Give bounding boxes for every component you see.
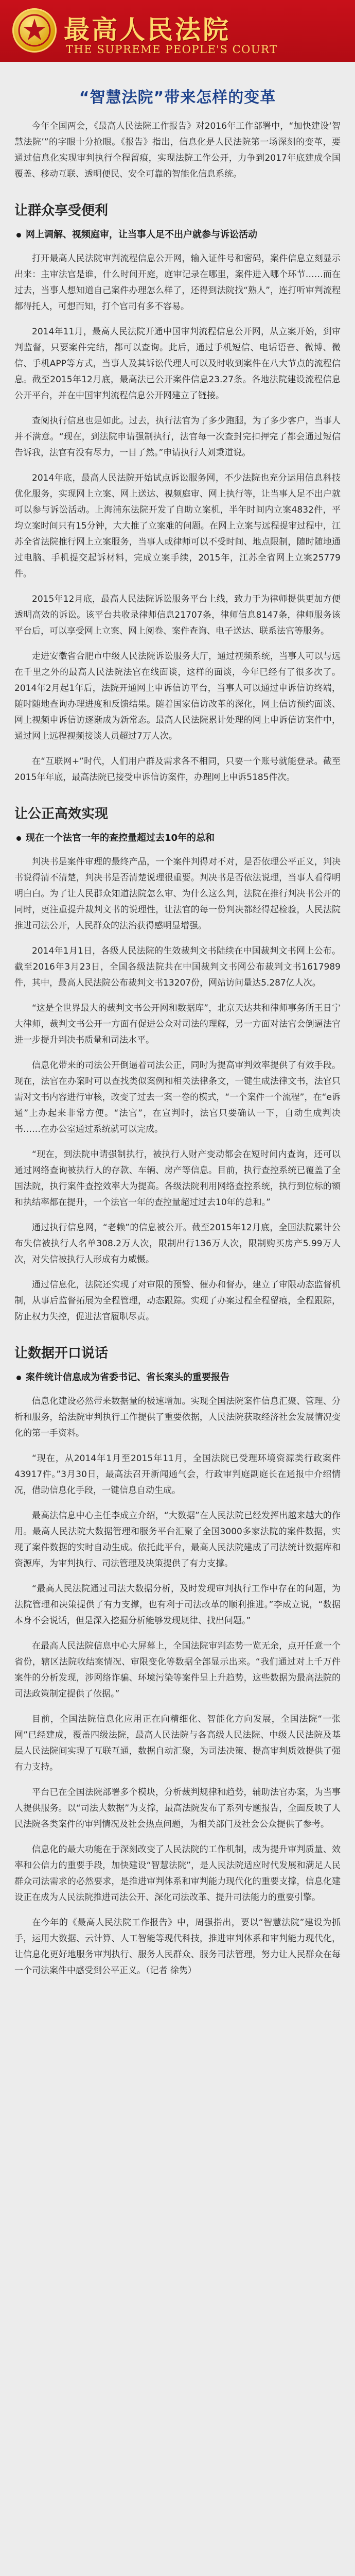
bullet-dot-icon [16, 233, 21, 238]
paragraph: 2014年底，最高人民法院开始试点诉讼服务网，不少法院也充分运用信息科技优化服务，实现网上立案、网上送达、视频庭审、网上执行等，让当事人足不出户就可以参与诉讼活动。上海浦东法院开发了自助立案机，半年时间内立案4832件，平均立案时间只有15分钟，大大推了立案难的问题。在网上立案与远程提审过程中，江苏全省法院推行网上立案服务，当事人或律师可以不受时间、地点限制，随时随地通过电脑、手机提交起诉材料，完成立案手续，2015年，江苏全省网上立案25779件。 [14, 473, 341, 579]
bullet-heading [14, 227, 341, 243]
paragraph: “这是全世界最大的裁判文书公开网和数据库”，北京天达共和律师事务所王日宁大律师，裁判文书公开一方面有促进公众对司法的理解，另一方面对法官会倒逼法官进一步提升判决书质量和司法水平。 [14, 1003, 341, 1045]
paragraph: “现在，从2014年1月至2015年11月，全国法院已受理环境资源类行政案件43917件。”3月30日，最高法召开新闻通气会，行政审判庭副庭长在通报中介绍情况，借助信息化手段，一键信息自动生成。 [14, 1453, 341, 1496]
court-emblem-icon [12, 8, 57, 53]
paragraph: 信息化带来的司法公开倒逼着司法公正，同时为提高审判效率提供了有效手段。现在，法官在办案时可以查找类似案例和相关法律条文，一键生成法律文书，法官只需对文书内容进行审核，改变了过去一案一卷的模式，“一个案件一个流程”，在“e诉通”上办起来非常方便。“法官”，在宣判时，法官只要确认一下，自动生成判决书……在办公室通过系统就可以完成。 [14, 1060, 341, 1134]
paragraph: 2014年1月1日，各级人民法院的生效裁判文书陆续在中国裁判文书网上公布。截至2016年3月23日，全国各级法院共在中国裁判文书网公布裁判文书1617989件，其中，最高人民法院公布裁判文书13207份，网站访问量达5.287亿人次。 [14, 946, 341, 988]
bullet-text: 案件统计信息成为省委书记、省长案头的重要报告 [26, 1372, 229, 1383]
paragraph: 2014年11月，最高人民法院开通中国审判流程信息公开网，从立案开始，到审判监督，只要案件完结，都可以查询。此后，通过手机短信、电话语音、微博、微信、手机APP等方式，当事人及其诉讼代理人可以及时收到案件在八大节点的流程信息。截至2015年12月底，最高法已公开案件信息23.27条。各地法院建设流程信息公开平台，并在中国审判流程信息公开网建立了链接。 [14, 327, 341, 401]
paragraph: 通过信息化，法院还实现了对审限的预警、催办和督办，建立了审限动态监督机制，从事后监督拓展为全程管理，动态跟踪。实现了办案过程全程留痕，全程跟踪，防止权力失控，促进法官履职尽责。 [14, 1280, 341, 1322]
paragraph: 信息化建设必然带来数据量的极速增加。实现全国法院案件信息汇聚、管理、分析和服务，给法院审判执行工作提供了重要依据，人民法院获取经济社会发展情况变化的第一手资料。 [14, 1396, 341, 1438]
paragraph: 在最高人民法院信息中心大屏幕上，全国法院审判态势一览无余，点开任意一个省份，辖区法院收结案情况、审限变化等数据全部显示出来。“我们通过对上千万件案件的分析发现，涉网络诈骗、环境污染等案件呈上升趋势，这些数据为最高法院的司法政策制定提供了依据。” [14, 1641, 341, 1699]
paragraph: 信息化的最大功能在于深刻改变了人民法院的工作机制，成为提升审判质量、效率和公信力的重要手段，加快建设“智慧法院”，是人民法院适应时代发展和满足人民群众司法需求的必然要求，是推进审判体系和审判能力现代化的重要支撑，信息化建设正在成为人民法院推进司法公开、深化司法改革、提升司法能力的重要引擎。 [14, 1844, 341, 1903]
court-name: 最高人民法院 [64, 14, 230, 45]
court-name-en: THE SUPREME PEOPLE'S COURT [66, 43, 278, 56]
bullet-dot-icon [16, 1376, 21, 1380]
bullet-text: 现在一个法官一年的查控量超过去10年的总和 [26, 833, 215, 843]
bullet-dot-icon [16, 836, 21, 841]
bullet-heading [14, 831, 341, 846]
paragraph: 打开最高人民法院审判流程信息公开网，输入证件号和密码，案件信息立刻显示出来：主审法官是谁，什么时间开庭，庭审记录在哪里，案件进入哪个环节……而在过去，当事人想知道自己案件办理怎么样了，还得到法院找“熟人”，连打听审判流程都得托人，可想而知，打个官司有多不容易。 [14, 253, 341, 312]
paragraph: 目前，全国法院信息化应用正在向精细化、智能化方向发展，全国法院“一张网”已经建成，覆盖四级法院，最高人民法院与各高级人民法院、中级人民法院及基层人民法院间实现了互联互通，数据自动汇聚，为司法决策、提高审判质效提供了强有力支持。 [14, 1714, 341, 1772]
paragraph: 平台已在全国法院部署多个模块，分析裁判规律和趋势，辅助法官办案，为当事人提供服务。以“司法大数据”为支撑，最高法院发布了系列专题报告，全面反映了人民法院各类案件的审判情况及社会热点问题，为相关部门及社会公众提供了参考。 [14, 1787, 341, 1829]
paragraph: 最高法信息中心主任李成立介绍，“大数据”在人民法院已经发挥出越来越大的作用。最高人民法院大数据管理和服务平台汇聚了全国3000多家法院的案件数据，实现了案件数据的实时自动生成。依托此平台，最高人民法院建成了司法统计数据库和资源库，为审判执行、司法管理及决策提供了有力支撑。 [14, 1511, 341, 1569]
paragraph: 在今年的《最高人民法院工作报告》中，周强指出，要以“智慧法院”建设为抓手，运用大数据、云计算、人工智能等现代科技，推进审判体系和审判能力现代化，让信息化更好地服务审判执行、服务人民群众、服务司法管理，努力让人民群众在每一个司法案件中感受到公平正义。（记者 徐隽） [14, 1918, 341, 1976]
section-heading-justice: 让公正高效实现 [14, 806, 109, 822]
section-heading-data: 让数据开口说话 [14, 1346, 109, 1361]
paragraph: 通过执行信息网，“老赖”的信息被公开。截至2015年12月底，全国法院累计公布失信被执行人名单308.2万人次，限制出行136万人次，限制购买房产5.99万人次，对失信被执行人形成有力威慑。 [14, 1223, 341, 1265]
intro-paragraph: 今年全国两会，《最高人民法院工作报告》对2016年工作部署中，“加快建设‘智慧法院’”的字眼十分抢眼。《报告》指出，信息化是人民法院第一场深刻的变革，要通过信息化实现审判执行全程留痕，实现法院工作公开，力争到2017年底建成全国覆盖、移动互联、透明便民、安全可靠的智能化信息系统。 [14, 121, 341, 179]
paragraph: 判决书是案件审理的最终产品，一个案件判得对不对，是否依理公平正义，判决书说得清不清楚，判决书是否清楚说理很重要。判决书是否依法说理，当事人看得明明白白。为了让人民群众知道法院怎么审、为什么这么判，法院在推行判决书公开的同时，更注重提升裁判文书的说理性，让法官的每一份判决都经得起检验，人民法院推进司法公开，人民群众的法治获得感明显增强。 [14, 857, 341, 931]
paragraph: “最高人民法院通过司法大数据分析，及时发现审判执行工作中存在的问题，为法院管理和决策提供了有力支撑，也有利于司法改革的顺利推进。”李成立说，“数据本身不会说话，但是深入挖掘分析能够发现规律、找出问题。” [14, 1584, 341, 1626]
paragraph: 在“互联网+”时代，人们用户群及需求各不相同，只要一个账号就能登录。截至2015年年底，最高法院已接受申诉信访案件，办理网上申诉5185件次。 [14, 756, 341, 783]
bullet-text: 网上调解、视频庭审，让当事人足不出户就参与诉讼活动 [26, 229, 257, 240]
section-heading-convenience: 让群众享受便利 [14, 203, 109, 218]
paragraph: 走进安徽省合肥市中级人民法院诉讼服务大厅，通过视频系统，当事人可以与远在千里之外的最高人民法院法官在线面谈，这样的面谈，今年已经有了很多次了。2014年2月起1年后，法院开通网上申诉信访平台，当事人可以通过申诉信访终端，随时随地查询办理进度和反馈结果。随着国家信访改革的深化，网上信访预约面谈、网上视频申诉信访逐渐成为新常态。最高人民法院累计处理的网上申诉信访案件中，通过网上远程视频接谈人员超过7万人次。 [14, 651, 341, 741]
article-title: “智慧法院”带来怎样的变革 [79, 89, 276, 107]
bullet-heading [14, 1370, 341, 1385]
article-body [14, 67, 341, 1988]
header-banner [0, 0, 355, 62]
paragraph: 2015年12月底，最高人民法院诉讼服务平台上线，致力于为律师提供更加方便透明高效的诉讼。该平台共收录律师信息21707条，律师信息8147条，律师服务该平台后，可以享受网上立案、网上阅卷、案件查询、电子送达、联系法官等服务。 [14, 594, 341, 636]
emblem-graphic [16, 12, 52, 48]
paragraph: “现在，到法院申请强制执行，被执行人财产变动都会在短时间内查询，还可以通过网络查询被执行人的存款、车辆、房产等信息。目前，执行查控系统已覆盖了全国法院，执行案件查控效率大为提高。各级法院利用网络查控系统，执行到位标的额和执结率都在提升，一个法官一年的查控量超过过去10年的总和。” [14, 1149, 341, 1208]
paragraph: 查阅执行信息也是如此。过去，执行法官为了多少跑腿，为了多少客户，当事人并不满意。“现在，到法院申请强制执行，法官每一次查封完扣押完了都会通过短信告诉我，法官有没有尽力，一目了然。”申请执行人刘秉道说。 [14, 416, 341, 458]
